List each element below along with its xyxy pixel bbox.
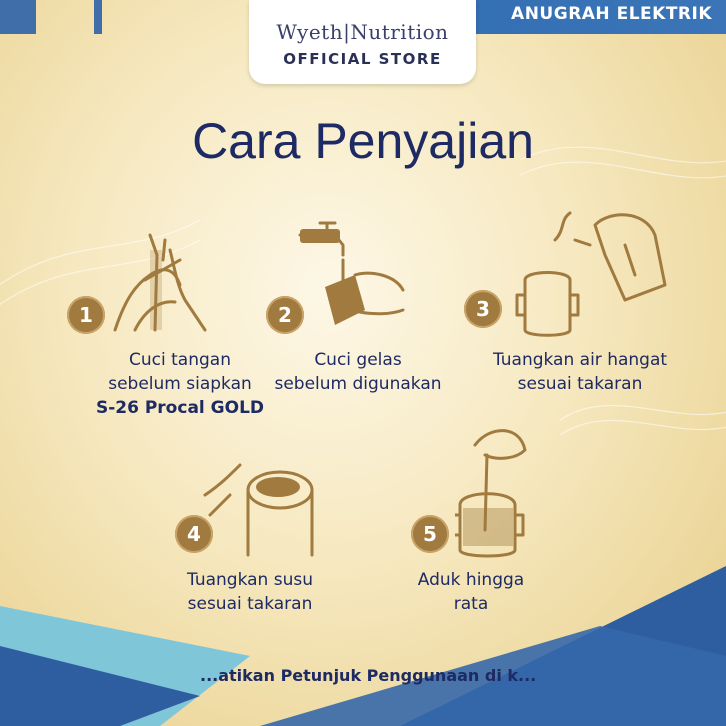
step-3-line1: Tuangkan air hangat	[492, 350, 668, 370]
page-title: Cara Penyajian	[192, 113, 534, 169]
decorative-corner	[0, 566, 726, 726]
faucet-glass-icon	[295, 215, 405, 340]
step-4-line2: sesuai takaran	[187, 594, 313, 614]
step-1-badge: 1	[67, 296, 105, 334]
footer-text: ...atikan Petunjuk Penggunaan di k...	[200, 666, 537, 685]
step-2-badge: 2	[266, 296, 304, 334]
step-3-badge: 3	[464, 290, 502, 328]
step-5-badge: 5	[411, 515, 449, 553]
step-2-line2: sebelum digunakan	[274, 374, 442, 394]
top-accent-left-small	[94, 0, 102, 34]
step-5-line2: rata	[453, 594, 489, 614]
step-2-text	[248, 348, 468, 396]
step-1-line1: Cuci tangan	[129, 350, 231, 370]
top-accent-left	[0, 0, 36, 34]
brand-logo-text: Wyeth|Nutrition	[276, 20, 449, 44]
shop-name: ANUGRAH ELEKTRIK	[511, 4, 712, 24]
stirring-cup-icon	[455, 420, 565, 560]
wash-hands-icon	[105, 230, 215, 340]
step-3-line2: sesuai takaran	[517, 374, 643, 394]
step-4-badge: 4	[175, 515, 213, 553]
official-store-label: OFFICIAL STORE	[283, 50, 442, 68]
step-2-line1: Cuci gelas	[314, 350, 402, 370]
milk-scoop-icon	[200, 455, 320, 565]
step-3-text	[470, 348, 690, 396]
step-4-line1: Tuangkan susu	[187, 570, 313, 590]
official-store-badge	[249, 0, 476, 84]
step-1-line2: sebelum siapkan	[108, 374, 252, 394]
step-5-line1: Aduk hingga	[417, 570, 525, 590]
kettle-cup-icon	[515, 205, 675, 340]
step-1-line3: S-26 Procal GOLD	[95, 398, 265, 418]
